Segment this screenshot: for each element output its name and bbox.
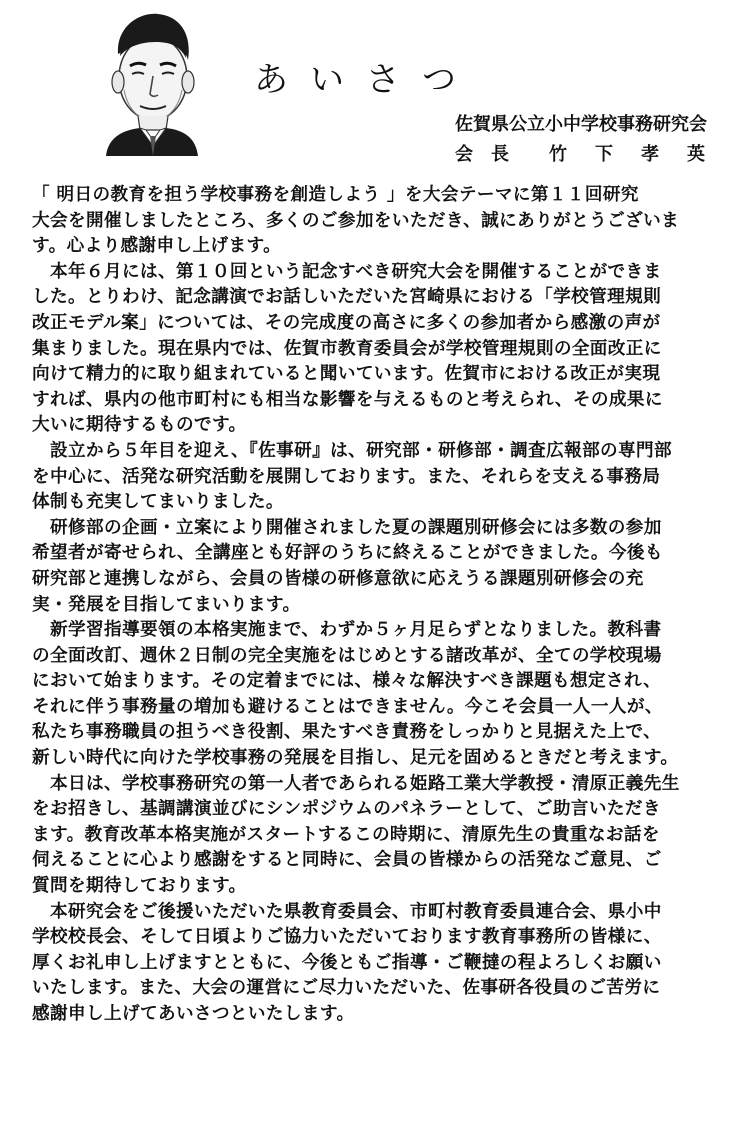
greeting-body <box>32 183 732 1028</box>
portrait-photo <box>100 6 202 156</box>
paragraph-5: 新学習指導要領の本格実施まで、わずか５ヶ月足らずとなりました。教科書 の全面改訂、週休２日制の完全実施をはじめとする諸改革が、全ての学校現場 において始まります。その定着までには、様々な解決すべき課題も想定され、 それに伴う事務量の増加も避けることはできません。今こそ会員一人一人が、 私たち事務職員の担うべき役割、果たすべき責務をしっかりと見据えた上で、 新しい時代に向けた学校事務の発展を目指し、足元を固めるときだと考えます。 <box>32 620 679 769</box>
paragraph-2: 本年６月には、第１０回という記念すべき研究大会を開催することができま した。とりわけ、記念講演でお話しいただいた宮崎県における「学校管理規則 改正モデル案」については、その完成度の高さに多くの参加者から感激の声が 集まりました。現在県内では、佐賀市教育委員会が学校管理規則の全面改正に 向けて精力的に取り組まれていると聞いています。佐賀市における改正が実現 すれば、県内の他市町村にも相当な影響を与えるものと考えられ、その成果に 大いに期待するものです。 <box>32 261 663 436</box>
president-role: 会長 <box>455 144 527 165</box>
portrait-image <box>100 6 202 156</box>
paragraph-6: 本日は、学校事務研究の第一人者であられる姫路工業大学教授・清原正義先生 をお招きし、基調講演並びにシンポジウムのパネラーとして、ご助言いただき ます。教育改革本格実施がスタートするこの時期に、清原先生の貴重なお話を 伺えることに心より感謝をすると同時に、会員の皆様からの活発なご意見、ご 質問を期待しております。 <box>32 773 680 897</box>
paragraph-3: 設立から５年目を迎え、『佐事研』は、研究部・研修部・調査広報部の専門部 を中心に、活発な研究活動を展開しております。また、それらを支える事務局 体制も充実してまいりました。 <box>32 440 673 513</box>
paragraph-1: 「 明日の教育を担う学校事務を創造しよう 」を大会テーマに第１１回研究 大会を開催しましたところ、多くのご参加をいただき、誠にありがとうございま す。心より感謝申し上げます。 <box>32 185 680 257</box>
page-title: あいさつ <box>254 60 478 100</box>
paragraph-7: 本研究会をご後援いただいた県教育委員会、市町村教育委員連合会、県小中 学校校長会、そして日頃よりご協力いただいております教育事務所の皆様に、 厚くお礼申し上げますとともに、今後ともご指導・ご鞭撻の程よろしくお願い いたします。また、大会の運営にご尽力いただいた、佐事研各役員のご苦労に 感謝申し上げてあいさつといたします。 <box>32 901 662 1024</box>
president-line <box>455 140 733 166</box>
president-name: 竹下孝英 <box>549 144 733 165</box>
organization-name: 佐賀県公立小中学校事務研究会 <box>455 114 707 135</box>
paragraph-4: 研修部の企画・立案により開催されました夏の課題別研修会には多数の参加 希望者が寄せられ、全講座とも好評のうちに終えることができました。今後も 研究部と連携しながら、会員の皆様の研修意欲に応えうる課題別研修会の充 実・発展を目指してまいります。 <box>32 517 663 615</box>
